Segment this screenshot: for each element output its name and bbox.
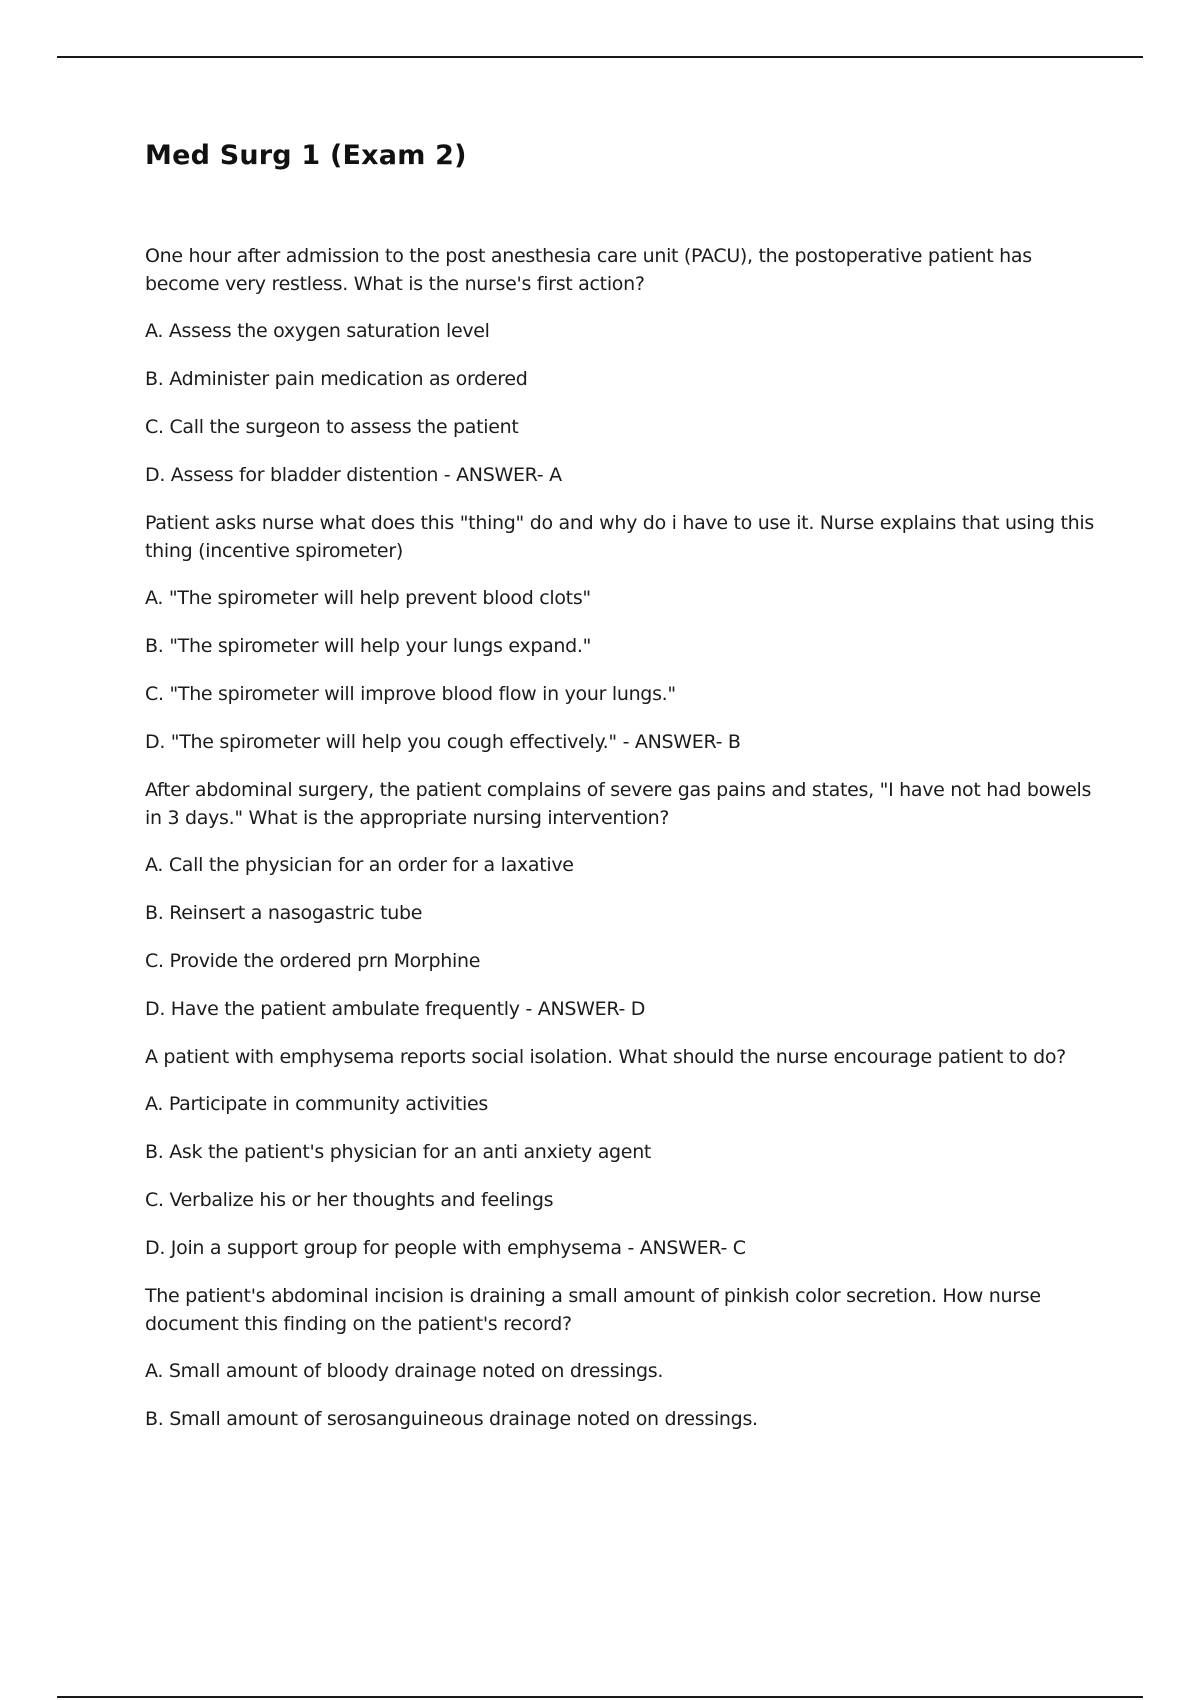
answer-option: C. Provide the ordered prn Morphine (145, 950, 481, 972)
answer-option: D. Assess for bladder distention - ANSWER- A (145, 464, 562, 486)
answer-option: B. "The spirometer will help your lungs expand." (145, 635, 592, 657)
question-text: One hour after admission to the post anesthesia care unit (PACU), the postoperative patient has become very restless. What is the nurse's first action? (145, 245, 1032, 295)
document-title: Med Surg 1 (Exam 2) (145, 140, 467, 171)
answer-option: A. Participate in community activities (145, 1093, 488, 1115)
answer-option: D. Have the patient ambulate frequently - ANSWER- D (145, 998, 646, 1020)
answer-option: B. Ask the patient's physician for an anti anxiety agent (145, 1141, 652, 1163)
answer-option: D. Join a support group for people with emphysema - ANSWER- C (145, 1237, 746, 1259)
answer-option: B. Small amount of serosanguineous drainage noted on dressings. (145, 1408, 758, 1430)
question-text: After abdominal surgery, the patient complains of severe gas pains and states, "I have not had bowels in 3 days." What is the appropriate nursing intervention? (145, 779, 1092, 829)
answer-option: B. Reinsert a nasogastric tube (145, 902, 423, 924)
answer-option: B. Administer pain medication as ordered (145, 368, 528, 390)
question-text: The patient's abdominal incision is draining a small amount of pinkish color secretion. How nurse document this finding on the patient's record? (145, 1285, 1041, 1335)
header-rule (57, 56, 1143, 58)
question-text: Patient asks nurse what does this "thing" do and why do i have to use it. Nurse explains that using this thing (incentive spirometer) (145, 512, 1094, 562)
answer-option: A. Call the physician for an order for a laxative (145, 854, 574, 876)
answer-option: A. "The spirometer will help prevent blood clots" (145, 587, 591, 609)
document-body (145, 242, 1095, 1453)
answer-option: C. Verbalize his or her thoughts and feelings (145, 1189, 554, 1211)
answer-option: C. Call the surgeon to assess the patient (145, 416, 519, 438)
answer-option: A. Assess the oxygen saturation level (145, 320, 490, 342)
question-text: A patient with emphysema reports social isolation. What should the nurse encourage patient to do? (145, 1046, 1066, 1068)
answer-option: D. "The spirometer will help you cough effectively." - ANSWER- B (145, 731, 741, 753)
answer-option: C. "The spirometer will improve blood flow in your lungs." (145, 683, 676, 705)
footer-rule (57, 1696, 1143, 1698)
answer-option: A. Small amount of bloody drainage noted on dressings. (145, 1360, 664, 1382)
